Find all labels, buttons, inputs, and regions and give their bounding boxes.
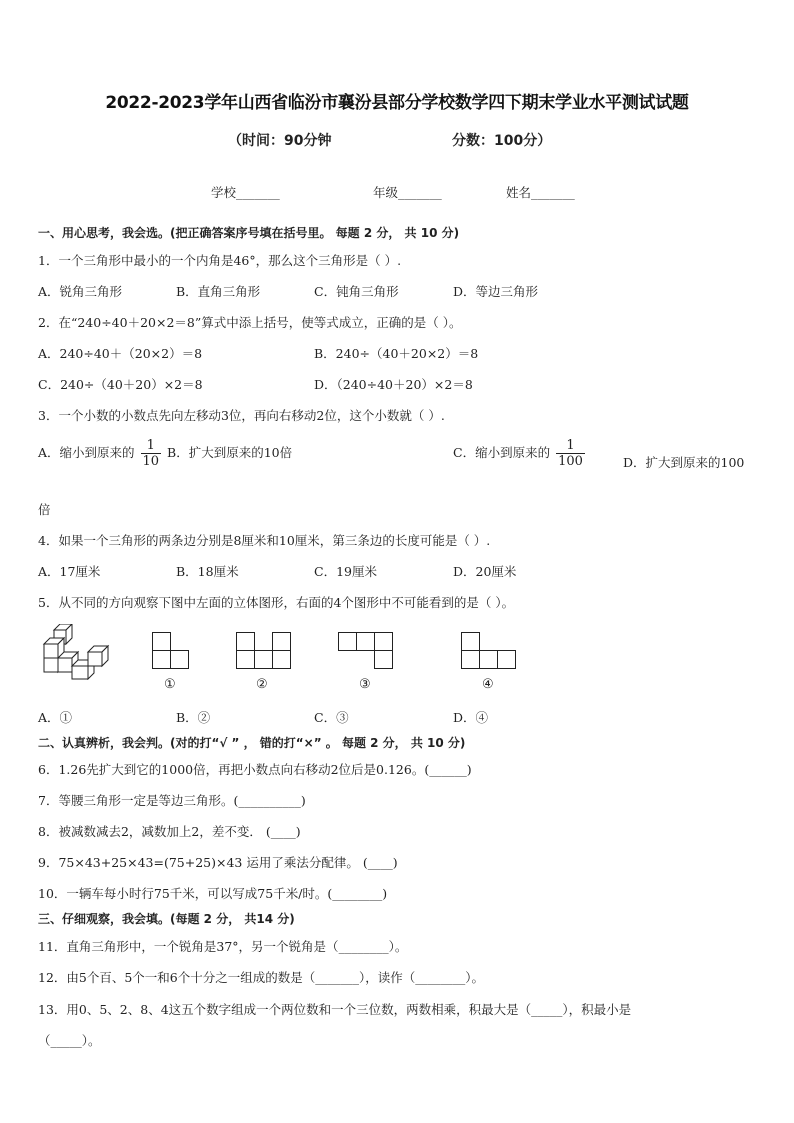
question-7: 7．等腰三角形一定是等边三角形。(__________) [38, 793, 306, 808]
question-13-continued: （_____）。 [38, 1033, 101, 1048]
question-8: 8．被减数减去2，减数加上2，差不变． (____) [38, 824, 301, 839]
grade-field: 年级_______ [373, 185, 442, 200]
question-4: 4．如果一个三角形的两条边分别是8厘米和10厘米，第三条边的长度可能是（ ）. [38, 533, 491, 548]
q3-option-a [38, 438, 292, 469]
q3-option-c [453, 438, 587, 469]
section3-heading: 三、仔细观察，我会填。(每题 2 分， 共14 分) [38, 912, 295, 926]
section2-heading: 二、认真辨析，我会判。(对的打“√ ” ， 错的打“×” 。 每题 2 分， 共 10 分) [38, 736, 466, 750]
fraction-one-tenth [141, 438, 162, 469]
question-12: 12．由5个百、5个一和6个十分之一组成的数是（_______），读作（________）。 [38, 970, 485, 985]
fraction-denominator: 100 [558, 454, 583, 469]
question-2: 2．在“240÷40＋20×2＝8”算式中添上括号，使等式成立，正确的是（ ）。 [38, 315, 462, 330]
fraction-one-hundredth [556, 438, 585, 469]
q4-option-d: D．20厘米 [453, 564, 517, 579]
q5-option-a: A．① [38, 710, 73, 725]
q3-option-c-label: C．缩小到原来的 [453, 445, 551, 460]
q1-option-c: C．钝角三角形 [314, 284, 399, 299]
view-label-3: ③ [359, 677, 371, 692]
question-3: 3．一个小数的小数点先向左移动3位，再向右移动2位，这个小数就（ ）. [38, 408, 445, 423]
q5-option-d: D．④ [453, 710, 489, 725]
question-9: 9．75×43+25×43=(75+25)×43 运用了乘法分配律。 (____) [38, 855, 398, 870]
question-5: 5．从不同的方向观察下图中左面的立体图形，右面的4个图形中不可能看到的是（ ）。 [38, 595, 515, 610]
exam-time: （时间：90分钟 [228, 133, 332, 149]
view-label-1: ① [164, 677, 176, 692]
section1-heading: 一、用心思考，我会选。(把正确答案序号填在括号里。 每题 2 分， 共 10 分) [38, 226, 460, 240]
q2-option-c: C．240÷（40＋20）×2＝8 [38, 377, 203, 392]
question-1: 1．一个三角形中最小的一个内角是46°，那么这个三角形是（ ）. [38, 253, 402, 268]
q2-option-a: A．240÷40＋（20×2）＝8 [38, 346, 203, 361]
q3-option-d-continued: 倍 [38, 502, 51, 517]
view-figure-1 [152, 632, 192, 670]
page-title: 2022-2023学年山西省临汾市襄汾县部分学校数学四下期末学业水平测试试题 [105, 93, 689, 113]
q1-option-b: B．直角三角形 [176, 284, 261, 299]
question-13: 13．用0、5、2、8、4这五个数字组成一个两位数和一个三位数，两数相乘，积最大是（_____），积最小是 [38, 1002, 632, 1017]
q4-option-c: C．19厘米 [314, 564, 377, 579]
view-label-2: ② [256, 677, 268, 692]
fraction-numerator: 1 [556, 438, 585, 454]
q1-option-d: D．等边三角形 [453, 284, 539, 299]
name-field: 姓名_______ [506, 185, 575, 200]
fraction-numerator: 1 [141, 438, 162, 454]
solid-cube-figure [42, 624, 112, 680]
view-figure-4 [461, 632, 521, 670]
fraction-denominator: 10 [142, 454, 160, 469]
view-figure-3 [338, 632, 398, 670]
q2-option-d: D．（240÷40＋20）×2＝8 [314, 377, 473, 392]
exam-score: 分数：100分） [452, 133, 552, 149]
question-10: 10．一辆车每小时行75千米，可以写成75千米/时。(________) [38, 886, 388, 901]
q4-option-a: A．17厘米 [38, 564, 101, 579]
view-figure-2 [236, 632, 294, 670]
q1-option-a: A．锐角三角形 [38, 284, 123, 299]
q3-option-a-label: A．缩小到原来的 [38, 445, 135, 460]
question-11: 11．直角三角形中，一个锐角是37°，另一个锐角是（________）。 [38, 939, 408, 954]
q5-option-c: C．③ [314, 710, 349, 725]
view-label-4: ④ [482, 677, 494, 692]
q3-option-b: B．扩大到原来的10倍 [167, 445, 293, 460]
school-field: 学校_______ [211, 185, 280, 200]
q4-option-b: B．18厘米 [176, 564, 239, 579]
question-6: 6．1.26先扩大到它的1000倍，再把小数点向右移动2位后是0.126。(______) [38, 762, 472, 777]
q3-option-d: D．扩大到原来的100 [623, 455, 745, 470]
q5-option-b: B．② [176, 710, 211, 725]
q2-option-b: B．240÷（40＋20×2）＝8 [314, 346, 479, 361]
